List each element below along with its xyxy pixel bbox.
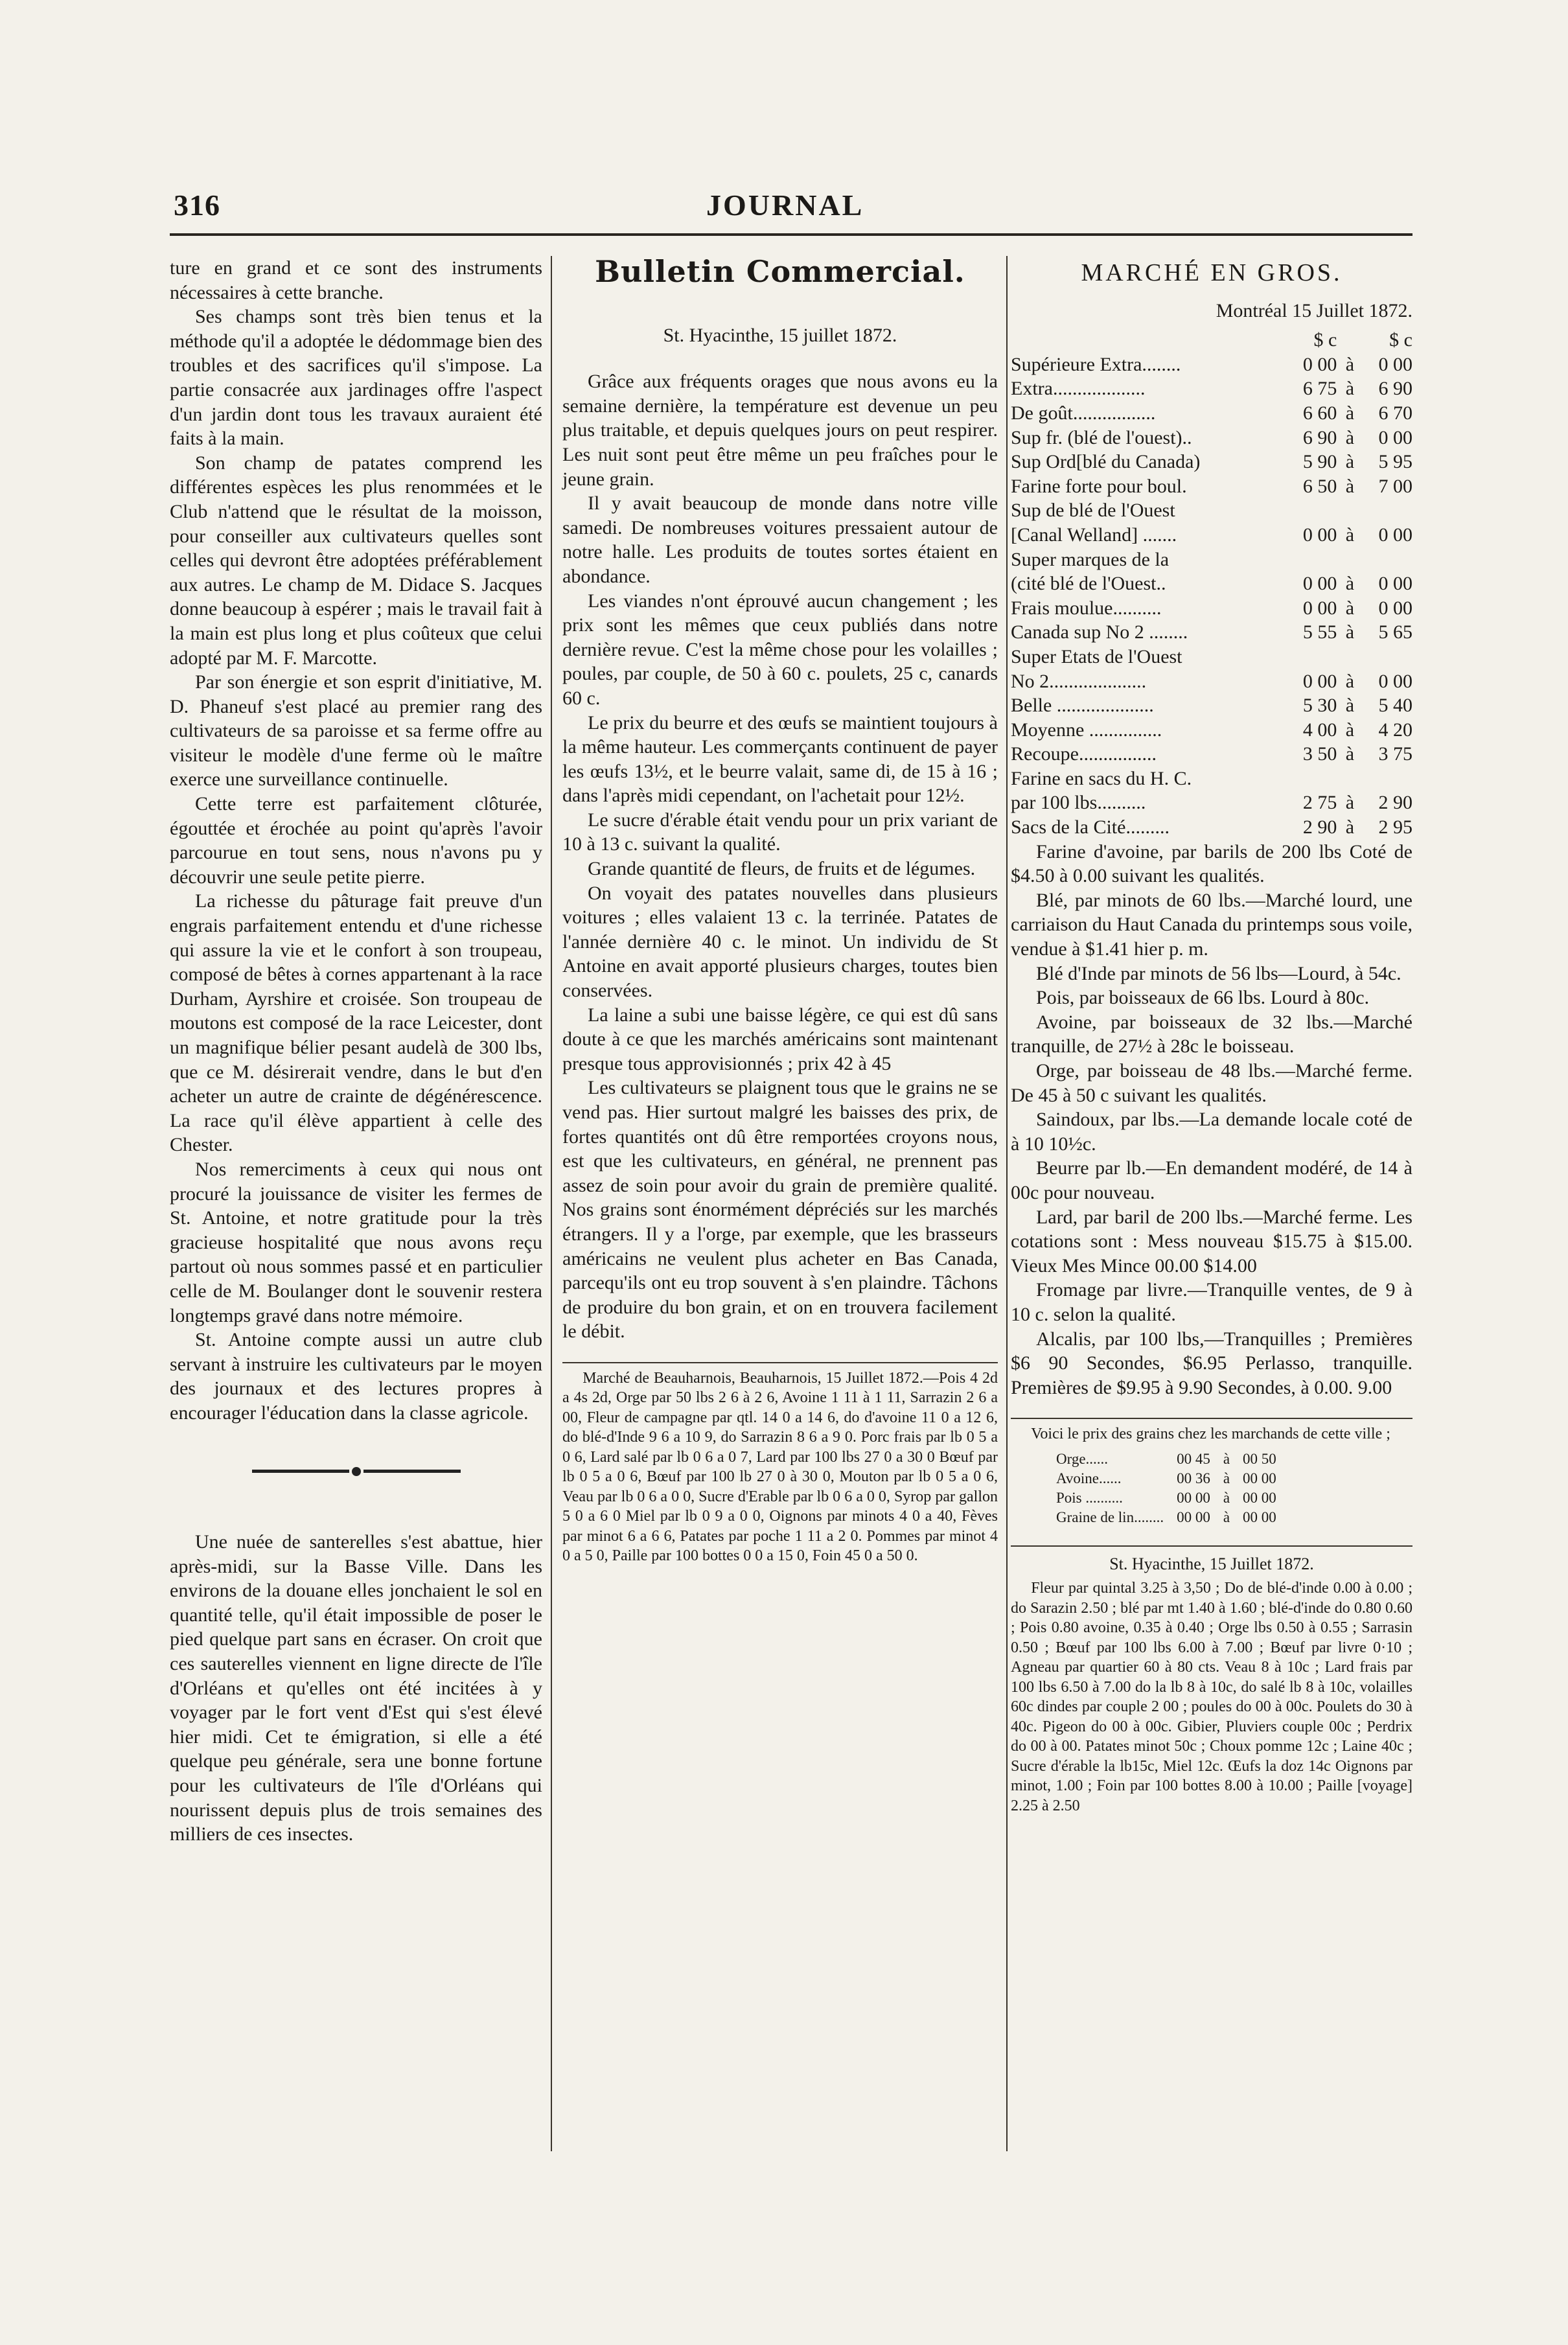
paragraph: Blé, par minots de 60 lbs.—Marché lourd, une carriaison du Haut Canada du printemps sous voile, vendue à $1.41 hier p. m. — [1011, 889, 1412, 960]
price-high: 6 90 — [1378, 378, 1412, 400]
column-header: $ c — [1389, 329, 1412, 351]
price-high: 5 95 — [1378, 451, 1412, 473]
price-low: 2 90 — [1302, 816, 1337, 838]
price-high: 4 20 — [1378, 719, 1412, 741]
table-row — [1011, 572, 1412, 596]
price-sep: à — [1345, 719, 1355, 741]
price-sep — [1337, 645, 1363, 669]
price-label: Recoupe................ — [1011, 743, 1157, 765]
price-sep: à — [1345, 378, 1355, 400]
table-row — [1011, 401, 1412, 426]
price-sep: à — [1345, 573, 1355, 595]
grain-sep: à — [1223, 1450, 1230, 1467]
table-row — [1011, 742, 1412, 767]
price-label: De goût................. — [1011, 402, 1156, 424]
grain-sep: à — [1223, 1508, 1230, 1525]
price-sep: à — [1345, 451, 1355, 473]
price-sep: à — [1345, 792, 1355, 814]
running-title: JOURNAL — [706, 189, 864, 222]
price-high: 2 90 — [1378, 792, 1412, 814]
grain-name: Graine de lin........ — [1056, 1508, 1164, 1525]
price-high: 5 65 — [1378, 621, 1412, 643]
paragraph: Par son énergie et son esprit d'initiative, M. D. Phaneuf s'est placé au premier rang des cultivateurs de sa paroisse et sa ferme offre au visiteur le modèle d'une ferme où le maître exerce une surveillance continuelle. — [170, 671, 542, 791]
paragraph: Il y avait beaucoup de monde dans notre ville samedi. De nombreuses voitures pressaient autour de notre halle. Les produits de toutes sortes étaient en abondance. — [562, 492, 998, 587]
paragraph: Alcalis, par 100 lbs,—Tranquilles ; Premières $6 90 Secondes, $6.95 Perlasso, tranquille. Premières de $9.95 à 9.90 Secondes, à 0.00. 9.00 — [1011, 1328, 1412, 1398]
table-row — [1050, 1488, 1283, 1508]
price-low: 6 50 — [1302, 475, 1337, 497]
grain-sep: à — [1223, 1470, 1230, 1486]
price-low — [1287, 498, 1337, 523]
price-high: 2 95 — [1378, 816, 1412, 838]
table-row — [1011, 548, 1412, 572]
price-label: Moyenne ............... — [1011, 719, 1162, 741]
price-label: Sup de blé de l'Ouest — [1011, 500, 1175, 522]
price-label: Super Etats de l'Ouest — [1011, 645, 1182, 667]
paragraph: Fromage par livre.—Tranquille ventes, de 9 à 10 c. selon la qualité. — [1011, 1279, 1412, 1325]
table-row — [1011, 815, 1412, 840]
grain-sep: à — [1223, 1489, 1230, 1506]
dateline: St. Hyacinthe, 15 Juillet 1872. — [1109, 1554, 1314, 1573]
price-high: 7 00 — [1378, 475, 1412, 497]
grain-low: 00 45 — [1177, 1450, 1210, 1467]
grain-high: 00 00 — [1243, 1508, 1276, 1525]
paragraph: Le prix du beurre et des œufs se maintient toujours à la même hauteur. Les commerçants continuent de payer les œufs 13½, et le beurre valait, same di, de 15 à 16 ; dans l'après midi cependant, on l'achetait pour 12½. — [562, 711, 998, 807]
grain-name: Pois .......... — [1056, 1489, 1123, 1506]
table-row — [1011, 767, 1412, 791]
price-low: 6 90 — [1302, 426, 1337, 448]
rule — [562, 1362, 998, 1363]
price-high: 0 00 — [1378, 597, 1412, 619]
price-low: 5 30 — [1302, 695, 1337, 717]
price-sep: à — [1345, 524, 1355, 546]
paragraph: Grande quantité de fleurs, de fruits et de légumes. — [588, 858, 976, 880]
section-title: MARCHÉ EN GROS. — [1081, 259, 1343, 286]
column-right — [1011, 256, 1412, 1816]
paragraph: Blé d'Inde par minots de 56 lbs—Lourd, à 54c. — [1036, 962, 1401, 984]
price-label: Frais moulue.......... — [1011, 597, 1162, 619]
price-label: par 100 lbs.......... — [1011, 792, 1146, 814]
price-label: Super marques de la — [1011, 548, 1170, 570]
st-hyacinthe-market: Fleur par quintal 3.25 à 3,50 ; Do de blé-d'inde 0.00 à 0.00 ; do Sarazin 2.50 ; blé par mt 1.40 à 1.60 ; blé-d'inde do 0.80 0.60 ; Pois 0.80 avoine, 0.35 à 0.40 ; Orge lbs 0.50 à 0.55 ; Sarrasin 0.50 ; Bœuf par 100 lbs 6.00 à 7.00 ; Bœuf par livre 0·10 ; Agneau par quartier 60 à 80 cts. Veau 8 à 10c ; Lard frais par 100 lbs 6.50 à 7.00 do la lb 8 à 10c, do salé lb 8 à 10c, volailles 60c dindes par couple 2 00 ; poules do 00 à 00c. Poulets do 30 à 40c. Pigeon do 00 à 00c. Gibier, Pluviers couple 00c ; Perdrix do 00 à 00. Patates minot 50c ; Choux pomme 12c ; Laine 40c ; Sucre d'érable la lb15c, Miel 12c. Œufs la doz 14c Oignons par minot, 1.00 ; Foin par 100 bottes 8.00 à 10.00 ; Paille [voyage] 2.25 à 2.50 — [1011, 1580, 1412, 1814]
price-low: 0 00 — [1302, 353, 1337, 375]
price-low: 5 90 — [1302, 451, 1337, 473]
grain-high: 00 50 — [1243, 1450, 1276, 1467]
table-row — [1011, 693, 1412, 718]
paragraph: Orge, par boisseau de 48 lbs.—Marché ferme. De 45 à 50 c suivant les qualités. — [1011, 1060, 1412, 1106]
paragraph: Avoine, par boisseaux de 32 lbs.—Marché tranquille, de 27½ à 28c le boisseau. — [1011, 1011, 1412, 1057]
price-high: 3 75 — [1378, 743, 1412, 765]
column-header: $ c — [1313, 329, 1337, 351]
price-high: 0 00 — [1378, 670, 1412, 692]
price-high: 0 00 — [1378, 426, 1412, 448]
table-row — [1011, 498, 1412, 523]
price-low: 6 75 — [1302, 378, 1337, 400]
grain-intro: Voici le prix des grains chez les marchands de cette ville ; — [1031, 1426, 1390, 1443]
price-low: 0 00 — [1302, 670, 1337, 692]
price-label: Canada sup No 2 ........ — [1011, 621, 1188, 643]
price-low: 4 00 — [1302, 719, 1337, 741]
table-row — [1050, 1450, 1283, 1469]
paragraph: Cette terre est parfaitement clôturée, égouttée et érochée au point qu'après l'avoir parcourue en tout sens, nous n'avons pu y découvrir une seule petite pierre. — [170, 793, 542, 888]
table-row — [1011, 669, 1412, 694]
price-low: 6 60 — [1302, 402, 1337, 424]
price-high — [1363, 767, 1412, 791]
price-low — [1287, 645, 1337, 669]
price-high: 0 00 — [1378, 524, 1412, 546]
paragraph: Lard, par baril de 200 lbs.—Marché ferme. Les cotations sont : Mess nouveau $15.75 à $15.00. Vieux Mes Mince 00.00 $14.00 — [1011, 1206, 1412, 1276]
rule — [1011, 1545, 1412, 1547]
price-low: 0 00 — [1302, 597, 1337, 619]
price-sep — [1337, 498, 1363, 523]
table-row — [1011, 450, 1412, 474]
price-sep: à — [1345, 816, 1355, 838]
price-low: 0 00 — [1302, 524, 1337, 546]
price-label: [Canal Welland] ....... — [1011, 524, 1177, 546]
table-row — [1011, 645, 1412, 669]
paragraph: On voyait des patates nouvelles dans plusieurs voitures ; elles valaient 13 c. la terrinée. Patates de l'année dernière 40 c. le minot. Un individu de St Antoine en avait apporté plusieurs charges, toutes bien conservées. — [562, 882, 998, 1002]
table-row — [1011, 791, 1412, 815]
price-sep: à — [1345, 621, 1355, 643]
price-sep: à — [1345, 670, 1355, 692]
price-label: Belle .................... — [1011, 695, 1154, 717]
table-row — [1050, 1469, 1283, 1488]
table-header-row — [1011, 328, 1412, 352]
paragraph: Les viandes n'ont éprouvé aucun changement ; les prix sont les mêmes que ceux publiés dans notre dernière revue. C'est la même chose pour les volailles ; poules, par couple, de 50 à 60 c. poulets, 25 c, canards 60 c. — [562, 590, 998, 709]
grain-low: 00 36 — [1177, 1470, 1210, 1486]
price-high — [1363, 498, 1412, 523]
price-label: Sup Ord[blé du Canada) — [1011, 451, 1201, 473]
page-number: 316 — [174, 189, 220, 222]
paragraph: Farine d'avoine, par barils de 200 lbs Coté de $4.50 à 0.00 suivant les qualités. — [1011, 840, 1412, 887]
price-high: 5 40 — [1378, 695, 1412, 717]
price-low: 2 75 — [1302, 792, 1337, 814]
beauharnois-market: Marché de Beauharnois, Beauharnois, 15 Juillet 1872.—Pois 4 2d a 4s 2d, Orge par 50 lbs 2 6 à 2 6, Avoine 1 11 à 1 11, Sarrazin 2 6 a 00, Fleur de campagne par qtl. 14 0 a 14 6, do d'avoine 11 0 a 12 6, do blé-d'Inde 9 6 a 10 9, do Sarrazin 8 6 a 9 0. Porc frais par lb 0 5 a 0 6, Lard salé par lb 0 6 a 0 7, Lard par 100 lbs 27 0 a 30 0 Bœuf par lb 0 5 a 0 6, Bœuf par 100 lb 27 0 à 30 0, Mouton par lb 0 5 a 0 6, Veau par lb 0 6 a 0 0, Sucre d'Erable par lb 0 6 a 0 0, Syrop par gallon 5 0 a 6 0 Miel par lb 0 9 a 0 0, Oignons par minots 4 0 a 40, Fèves par minot 6 a 6 6, Patates par poche 1 11 a 2 0. Pommes par minot 4 0 a 5 0, Paille par 100 bottes 0 0 a 15 0, Foin 45 0 a 50 0. — [562, 1369, 998, 1565]
dateline: St. Hyacinthe, 15 juillet 1872. — [663, 324, 897, 346]
price-label: Farine en sacs du H. C. — [1011, 767, 1192, 789]
price-sep: à — [1345, 402, 1355, 424]
price-low — [1287, 767, 1337, 791]
table-row — [1050, 1508, 1283, 1527]
paragraph: Les cultivateurs se plaignent tous que le grains ne se vend pas. Hier surtout malgré les baisses des prix, de fortes quantités ont dû être remportées croyons nous, est que les cultivateurs, en général, ne prennent pas assez de soin pour avoir du grain de première qualité. Nos grains sont énormément dépréciés sur les marchés étrangers. Il y a l'orge, par exemple, que les brasseurs américains ne veulent plus acheter en Bas Canada, parcequ'ils ont eu trop souvent à s'en plaindre. Tâchons de produire du bon grain, et on en trouvera facilement le débit. — [562, 1077, 998, 1343]
grain-low: 00 00 — [1177, 1508, 1210, 1525]
price-label: No 2.................... — [1011, 670, 1147, 692]
section-divider — [170, 1458, 542, 1483]
dateline: Montréal 15 Juillet 1872. — [1216, 299, 1412, 321]
table-row — [1011, 426, 1412, 450]
table-row — [1011, 376, 1412, 401]
price-high — [1363, 645, 1412, 669]
price-high: 0 00 — [1378, 353, 1412, 375]
paragraph: Ses champs sont très bien tenus et la méthode qu'il a adoptée le dédommage bien des troubles et des sacrifices qu'il s'impose. La partie consacrée aux jardinages offre l'aspect d'un jardin dont tous les travaux auraient été faits à la main. — [170, 306, 542, 450]
column-left — [170, 256, 542, 1847]
price-low — [1287, 548, 1337, 572]
column-rule — [551, 256, 552, 2151]
table-row — [1011, 352, 1412, 377]
price-sep — [1337, 548, 1363, 572]
paragraph: Grâce aux fréquents orages que nous avons eu la semaine dernière, la température est devenue un peu plus traitable, et depuis quelques jours on peut respirer. Les nuit sont peut être même un peu fraîches pour le jeune grain. — [562, 371, 998, 490]
paragraph: Une nuée de santerelles s'est abattue, hier après-midi, sur la Basse Ville. Dans les environs de la douane elles jonchaient le sol en quantité telle, qu'il était impossible de poser le pied quelque part sans en écraser. On croit que ces sauterelles viennent en ligne directe de l'île d'Orléans et qu'elles ont été incitées à y voyager par le fort vent d'Est qui s'est élevé hier midi. Cet te émigration, si elle a été quelque peu générale, sera une bonne fortune pour les cultivateurs de l'île d'Orléans qui nourissent depuis plus de trois semaines des milliers de ces insectes. — [170, 1531, 542, 1845]
paragraph: La laine a subi une baisse légère, ce qui est dû sans doute à ce que les marchés américains sont maintenant presque tous approvisionnés ; prix 42 à 45 — [562, 1004, 998, 1074]
price-high — [1363, 548, 1412, 572]
paragraph: Son champ de patates comprend les différentes espèces les plus renommées et le Club n'attend que le résultat de la moisson, pour conseiller aux cultivateurs quelles sont celles qui devront être adoptées préférablement aux autres. Le champ de M. Didace S. Jacques donne beaucoup à espérer ; mais le travail fait à la main est plus long et plus coûteux que celui adopté par M. F. Marcotte. — [170, 452, 542, 669]
table-row — [1011, 718, 1412, 743]
grain-high: 00 00 — [1243, 1489, 1276, 1506]
rule — [1011, 1418, 1412, 1419]
grain-high: 00 00 — [1243, 1470, 1276, 1486]
price-label: Extra................... — [1011, 378, 1146, 400]
price-label: (cité blé de l'Ouest.. — [1011, 573, 1166, 595]
paragraph: Saindoux, par lbs.—La demande locale coté de à 10 10½c. — [1011, 1109, 1412, 1155]
column-middle — [562, 256, 998, 1566]
grain-name: Avoine...... — [1056, 1470, 1122, 1486]
paragraph: St. Antoine compte aussi un autre club servant à instruire les cultivateurs par le moyen des journaux et des lectures propres à encourager l'éducation dans la classe agricole. — [170, 1329, 542, 1424]
price-sep: à — [1345, 695, 1355, 717]
price-label: Sup fr. (blé de l'ouest).. — [1011, 426, 1192, 448]
column-rule — [1006, 256, 1008, 2151]
grain-low: 00 00 — [1177, 1489, 1210, 1506]
paragraph: La richesse du pâturage fait preuve d'un engrais parfaitement entendu et d'une richesse qui assure la vie et le confort à son troupeau, composé de bêtes à cornes appartenant à la race Durham, Ayrshire et croisée. Son troupeau de moutons est composé de la race Leicester, dont un magnifique bélier pesant audelà de 300 lbs, que ce M. désirerait vendre, dans le but d'en acheter un autre de crainte de dégénérescence. La race qu'il élève appartient à celle des Chester. — [170, 890, 542, 1156]
price-low: 3 50 — [1302, 743, 1337, 765]
paragraph: Beurre par lb.—En demandent modéré, de 14 à 00c pour nouveau. — [1011, 1157, 1412, 1203]
grain-price-table — [1050, 1450, 1283, 1527]
price-high: 6 70 — [1378, 402, 1412, 424]
table-row — [1011, 523, 1412, 548]
table-row — [1011, 620, 1412, 645]
price-sep: à — [1345, 475, 1355, 497]
paragraph: Pois, par boisseaux de 66 lbs. Lourd à 80c. — [1036, 987, 1370, 1009]
price-high: 0 00 — [1378, 573, 1412, 595]
table-row — [1011, 474, 1412, 499]
price-label: Supérieure Extra........ — [1011, 353, 1181, 375]
price-sep: à — [1345, 353, 1355, 375]
price-sep: à — [1345, 597, 1355, 619]
table-row — [1011, 596, 1412, 621]
section-title: Bulletin Commercial. — [595, 254, 965, 289]
price-low: 0 00 — [1302, 573, 1337, 595]
grain-name: Orge...... — [1056, 1450, 1109, 1467]
price-sep — [1337, 767, 1363, 791]
price-sep: à — [1345, 743, 1355, 765]
header-rule — [170, 233, 1412, 236]
price-label: Farine forte pour boul. — [1011, 475, 1187, 497]
price-low: 5 55 — [1302, 621, 1337, 643]
flour-price-table — [1011, 328, 1412, 839]
paragraph: Le sucre d'érable était vendu pour un prix variant de 10 à 13 c. suivant la qualité. — [562, 809, 998, 855]
paragraph: Nos remerciments à ceux qui nous ont procuré la jouissance de visiter les fermes de St. Antoine, et notre gratitude pour la très gracieuse hospitalité que nous avons reçu partout où nous sommes passé et en particulier celle de M. Boulanger dont le souvenir restera longtemps gravé dans notre mémoire. — [170, 1158, 542, 1326]
price-sep: à — [1345, 426, 1355, 448]
paragraph: ture en grand et ce sont des instruments nécessaires à cette branche. — [170, 257, 542, 303]
price-label: Sacs de la Cité......... — [1011, 816, 1170, 838]
